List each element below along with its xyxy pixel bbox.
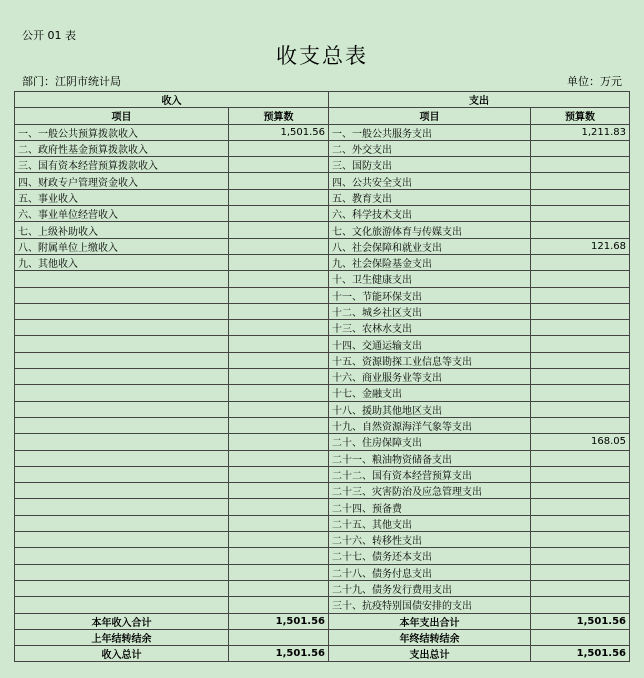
income-item-cell <box>15 548 229 564</box>
table-row <box>15 189 630 205</box>
income-item-cell <box>15 466 229 482</box>
table-row <box>15 597 630 613</box>
income-value-cell <box>229 320 329 336</box>
income-item-cell <box>15 271 229 287</box>
income-value-cell <box>229 173 329 189</box>
table-row <box>15 450 630 466</box>
table-row <box>15 140 630 156</box>
expense-value-cell <box>531 157 630 173</box>
income-value-cell <box>229 434 329 450</box>
income-value-cell <box>229 140 329 156</box>
expense-item-cell: 十一、节能环保支出 <box>329 287 531 303</box>
income-item-cell: 上年结转结余 <box>15 629 229 645</box>
table-row <box>15 222 630 238</box>
income-item-cell <box>15 401 229 417</box>
income-item-header: 项目 <box>15 108 229 124</box>
income-item-cell: 四、财政专户管理资金收入 <box>15 173 229 189</box>
expense-item-header: 项目 <box>329 108 531 124</box>
table-row <box>15 336 630 352</box>
expense-item-cell: 十七、金融支出 <box>329 385 531 401</box>
expense-value-cell <box>531 548 630 564</box>
income-item-cell <box>15 532 229 548</box>
expense-value-cell <box>531 173 630 189</box>
expense-item-cell: 支出总计 <box>329 646 531 662</box>
income-value-cell <box>229 483 329 499</box>
expense-item-cell: 三、国防支出 <box>329 157 531 173</box>
total-row <box>15 646 630 662</box>
income-item-cell <box>15 580 229 596</box>
table-row <box>15 564 630 580</box>
table-row <box>15 320 630 336</box>
expense-value-cell <box>531 320 630 336</box>
income-value-cell <box>229 532 329 548</box>
expense-item-cell: 年终结转结余 <box>329 629 531 645</box>
table-row <box>15 254 630 270</box>
income-value-cell <box>229 206 329 222</box>
expense-value-cell: 121.68 <box>531 238 630 254</box>
income-value-cell <box>229 369 329 385</box>
income-item-cell: 八、附属单位上缴收入 <box>15 238 229 254</box>
income-item-cell <box>15 515 229 531</box>
expense-value-cell <box>531 483 630 499</box>
income-item-cell <box>15 369 229 385</box>
expense-value-cell <box>531 401 630 417</box>
column-header-row <box>15 108 630 124</box>
income-value-cell <box>229 254 329 270</box>
table-row <box>15 466 630 482</box>
expense-value-cell: 1,501.56 <box>531 646 630 662</box>
table-row <box>15 303 630 319</box>
expense-value-cell <box>531 580 630 596</box>
expense-item-cell: 二十七、债务还本支出 <box>329 548 531 564</box>
expense-value-cell <box>531 629 630 645</box>
income-item-cell: 二、政府性基金预算拨款收入 <box>15 140 229 156</box>
expense-value-cell <box>531 417 630 433</box>
income-item-cell <box>15 434 229 450</box>
expense-item-cell: 二十四、预备费 <box>329 499 531 515</box>
income-item-cell: 九、其他收入 <box>15 254 229 270</box>
income-value-cell: 1,501.56 <box>229 646 329 662</box>
expense-value-cell <box>531 189 630 205</box>
expense-item-cell: 二、外交支出 <box>329 140 531 156</box>
income-value-cell <box>229 548 329 564</box>
income-item-cell: 一、一般公共预算拨款收入 <box>15 124 229 140</box>
income-item-cell: 三、国有资本经营预算拨款收入 <box>15 157 229 173</box>
expense-value-cell: 168.05 <box>531 434 630 450</box>
expense-item-cell: 二十三、灾害防治及应急管理支出 <box>329 483 531 499</box>
expense-value-cell <box>531 222 630 238</box>
expense-item-cell: 四、公共安全支出 <box>329 173 531 189</box>
expense-item-cell: 十三、农林水支出 <box>329 320 531 336</box>
expense-item-cell: 本年支出合计 <box>329 613 531 629</box>
expense-item-cell: 二十九、债务发行费用支出 <box>329 580 531 596</box>
table-row <box>15 385 630 401</box>
expense-item-cell: 十六、商业服务业等支出 <box>329 369 531 385</box>
expense-item-cell: 十四、交通运输支出 <box>329 336 531 352</box>
expense-value-cell <box>531 140 630 156</box>
income-value-cell <box>229 401 329 417</box>
expense-value-cell <box>531 369 630 385</box>
income-value-cell: 1,501.56 <box>229 124 329 140</box>
table-row <box>15 369 630 385</box>
table-row <box>15 173 630 189</box>
table-row <box>15 515 630 531</box>
table-row <box>15 483 630 499</box>
table-body <box>15 124 630 613</box>
income-item-cell <box>15 597 229 613</box>
table-row <box>15 417 630 433</box>
expense-value-cell <box>531 303 630 319</box>
unit-label: 单位：万元 <box>567 75 622 88</box>
expense-value-cell <box>531 564 630 580</box>
expense-budget-header: 预算数 <box>531 108 630 124</box>
income-value-cell <box>229 564 329 580</box>
income-item-cell <box>15 385 229 401</box>
income-value-cell <box>229 515 329 531</box>
expense-value-cell <box>531 499 630 515</box>
income-item-cell: 七、上级补助收入 <box>15 222 229 238</box>
expense-value-cell <box>531 271 630 287</box>
income-value-cell <box>229 466 329 482</box>
table-row <box>15 532 630 548</box>
table-row <box>15 238 630 254</box>
income-value-cell <box>229 303 329 319</box>
expense-item-cell: 二十六、转移性支出 <box>329 532 531 548</box>
table-row <box>15 580 630 596</box>
table-row <box>15 434 630 450</box>
income-value-cell <box>229 238 329 254</box>
table-totals <box>15 613 630 662</box>
total-row <box>15 613 630 629</box>
income-value-cell <box>229 450 329 466</box>
income-item-cell <box>15 483 229 499</box>
income-value-cell <box>229 385 329 401</box>
income-value-cell <box>229 287 329 303</box>
expense-value-cell <box>531 466 630 482</box>
table-row <box>15 271 630 287</box>
expense-group-header: 支出 <box>329 92 630 108</box>
table-row <box>15 548 630 564</box>
income-value-cell <box>229 271 329 287</box>
table-row <box>15 157 630 173</box>
report-tag: 公开 01 表 <box>22 29 76 42</box>
income-value-cell <box>229 417 329 433</box>
expense-value-cell: 1,211.83 <box>531 124 630 140</box>
income-value-cell <box>229 352 329 368</box>
expense-value-cell <box>531 352 630 368</box>
expense-value-cell <box>531 515 630 531</box>
expense-item-cell: 十、卫生健康支出 <box>329 271 531 287</box>
income-item-cell: 本年收入合计 <box>15 613 229 629</box>
income-value-cell: 1,501.56 <box>229 613 329 629</box>
expense-value-cell <box>531 287 630 303</box>
expense-value-cell <box>531 532 630 548</box>
expense-value-cell <box>531 450 630 466</box>
total-row <box>15 629 630 645</box>
income-item-cell <box>15 499 229 515</box>
expense-value-cell <box>531 597 630 613</box>
income-value-cell <box>229 580 329 596</box>
table-row <box>15 352 630 368</box>
expense-value-cell <box>531 206 630 222</box>
income-value-cell <box>229 336 329 352</box>
income-budget-header: 预算数 <box>229 108 329 124</box>
expense-item-cell: 七、文化旅游体育与传媒支出 <box>329 222 531 238</box>
department-label: 部门：江阴市统计局 <box>22 75 121 88</box>
group-header-row <box>15 92 630 108</box>
expense-value-cell <box>531 385 630 401</box>
income-value-cell <box>229 189 329 205</box>
income-item-cell <box>15 303 229 319</box>
table-row <box>15 499 630 515</box>
income-group-header: 收入 <box>15 92 329 108</box>
expense-item-cell: 九、社会保险基金支出 <box>329 254 531 270</box>
expense-item-cell: 十五、资源勘探工业信息等支出 <box>329 352 531 368</box>
income-item-cell: 六、事业单位经营收入 <box>15 206 229 222</box>
income-item-cell: 收入总计 <box>15 646 229 662</box>
expense-item-cell: 十八、援助其他地区支出 <box>329 401 531 417</box>
income-item-cell <box>15 450 229 466</box>
table-row <box>15 401 630 417</box>
expense-item-cell: 五、教育支出 <box>329 189 531 205</box>
expense-item-cell: 二十、住房保障支出 <box>329 434 531 450</box>
income-value-cell <box>229 629 329 645</box>
expense-item-cell: 二十一、粮油物资储备支出 <box>329 450 531 466</box>
table-row <box>15 124 630 140</box>
expense-item-cell: 三十、抗疫特别国债安排的支出 <box>329 597 531 613</box>
expense-value-cell <box>531 336 630 352</box>
expense-item-cell: 二十五、其他支出 <box>329 515 531 531</box>
page-title: 收支总表 <box>276 44 368 68</box>
expense-item-cell: 十九、自然资源海洋气象等支出 <box>329 417 531 433</box>
expense-item-cell: 六、科学技术支出 <box>329 206 531 222</box>
income-value-cell <box>229 222 329 238</box>
table-row <box>15 287 630 303</box>
budget-table <box>14 91 630 662</box>
income-item-cell <box>15 336 229 352</box>
expense-item-cell: 十二、城乡社区支出 <box>329 303 531 319</box>
income-item-cell <box>15 352 229 368</box>
expense-value-cell <box>531 254 630 270</box>
income-item-cell <box>15 564 229 580</box>
expense-item-cell: 一、一般公共服务支出 <box>329 124 531 140</box>
income-item-cell <box>15 417 229 433</box>
income-item-cell <box>15 287 229 303</box>
expense-item-cell: 八、社会保障和就业支出 <box>329 238 531 254</box>
expense-item-cell: 二十八、债务付息支出 <box>329 564 531 580</box>
expense-item-cell: 二十二、国有资本经营预算支出 <box>329 466 531 482</box>
table-row <box>15 206 630 222</box>
income-item-cell <box>15 320 229 336</box>
income-value-cell <box>229 499 329 515</box>
income-value-cell <box>229 157 329 173</box>
income-item-cell: 五、事业收入 <box>15 189 229 205</box>
expense-value-cell: 1,501.56 <box>531 613 630 629</box>
income-value-cell <box>229 597 329 613</box>
